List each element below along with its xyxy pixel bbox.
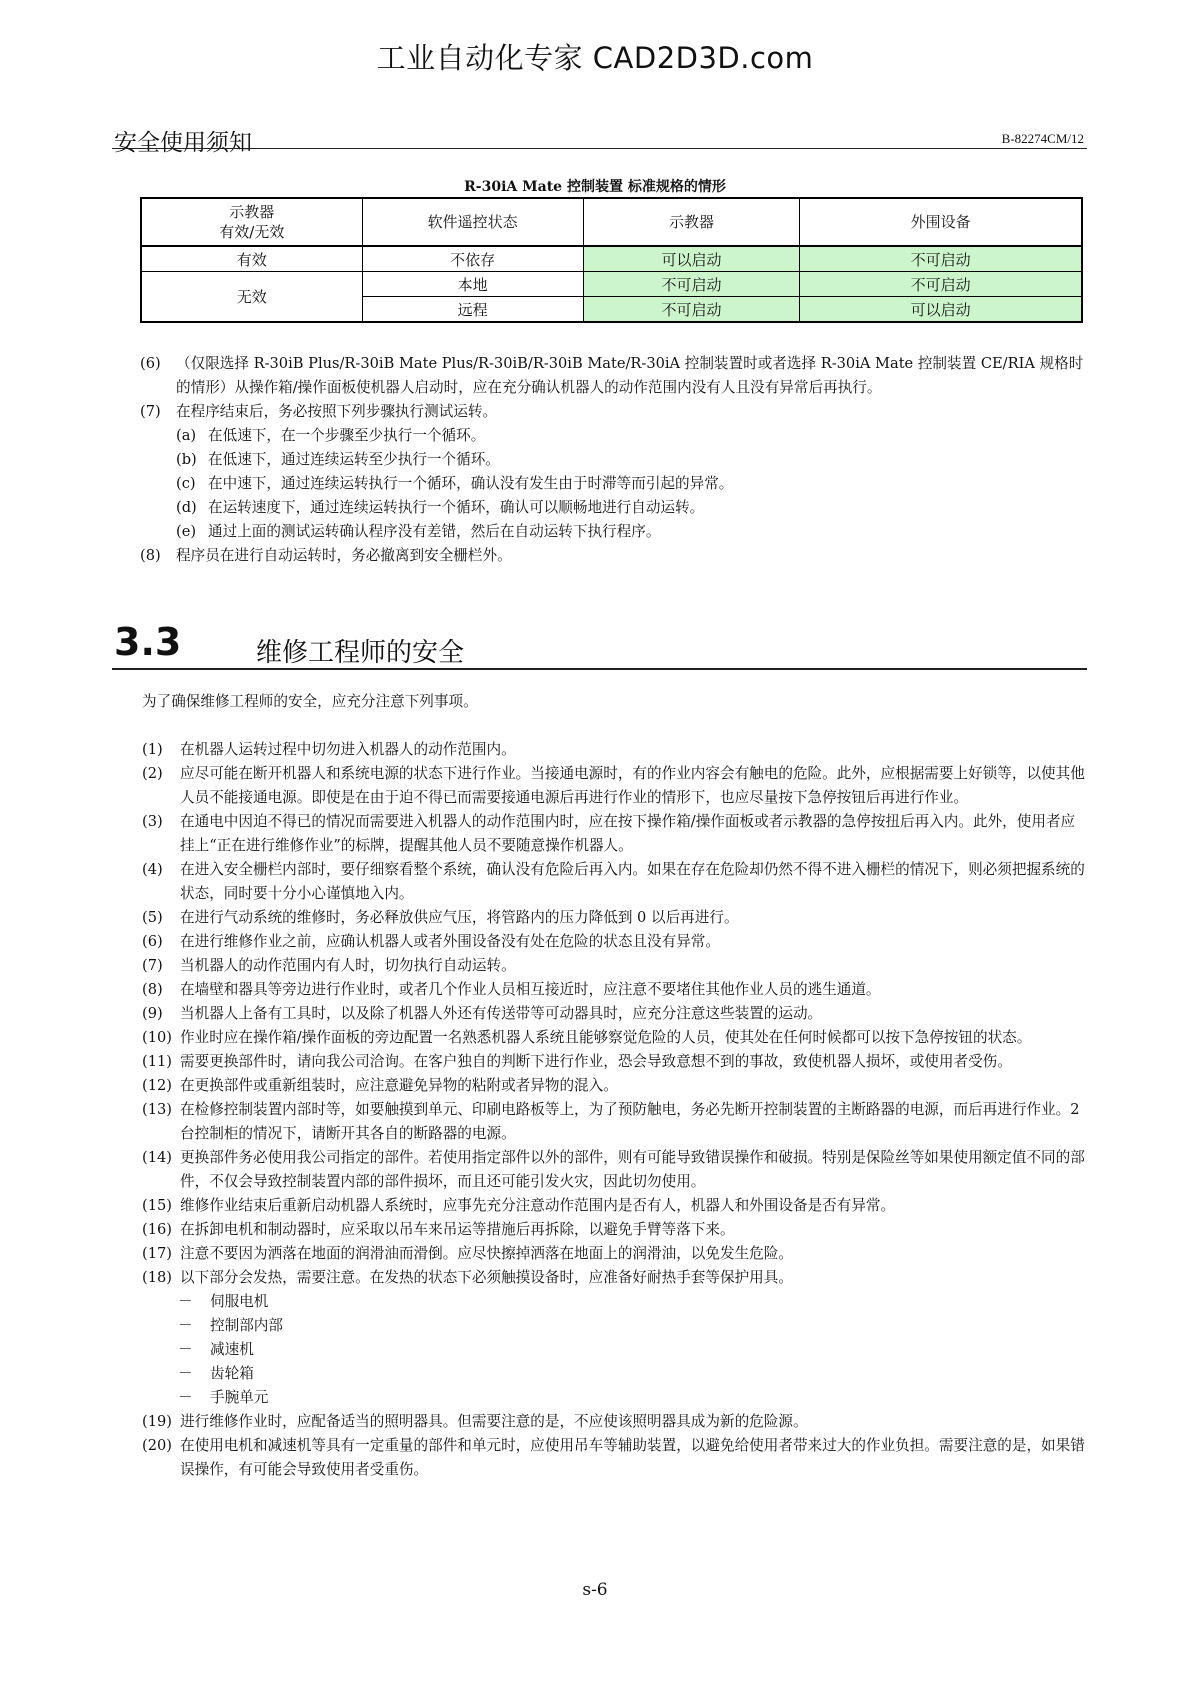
item-text: 在低速下，通过连续运转至少执行一个循环。 <box>208 451 500 468</box>
dash-bullet: － <box>178 1341 193 1358</box>
list-item <box>142 1146 1085 1194</box>
table-cell: 无效 <box>141 272 362 323</box>
list-item <box>142 1194 1085 1218</box>
table-row <box>141 246 1082 272</box>
list-item <box>142 930 1085 954</box>
item-number: (20) <box>142 1437 172 1454</box>
item-text: 在墙壁和器具等旁边进行作业时，或者几个作业人员相互接近时，应注意不要堵住其他作业人员的逃生通道。 <box>180 981 881 998</box>
item-number: (8) <box>142 981 163 998</box>
item-text: 进行维修作业时，应配备适当的照明器具。但需要注意的是，不应使该照明器具成为新的危险源。 <box>180 1413 808 1430</box>
item-text: 控制部内部 <box>210 1317 283 1334</box>
item-text: 当机器人上备有工具时，以及除了机器人外还有传送带等可动器具时，应充分注意这些装置的运动。 <box>180 1005 823 1022</box>
section-intro: 为了确保维修工程师的安全，应充分注意下列事项。 <box>142 693 478 710</box>
dash-bullet: － <box>178 1365 193 1382</box>
list-item <box>142 1074 1085 1098</box>
item-number: (5) <box>142 909 163 926</box>
sub-item <box>140 520 1085 544</box>
doc-number: B-82274CM/12 <box>1001 131 1084 146</box>
item-number: (e) <box>176 523 197 540</box>
section-number: 3.3 <box>114 620 182 664</box>
dash-item <box>142 1290 1085 1314</box>
list-item <box>142 1410 1085 1434</box>
section-rule <box>112 668 1087 670</box>
item-text: 在进行气动系统的维修时，务必释放供应气压，将管路内的压力降低到 0 以后再进行。 <box>180 909 739 926</box>
list-item <box>142 1434 1085 1482</box>
col-header-teach-pendant: 示教器 <box>583 198 799 246</box>
item-number: (6) <box>140 355 161 372</box>
item-text: 在拆卸电机和制动器时，应采取以吊车来吊运等措施后再拆除，以避免手臂等落下来。 <box>180 1221 735 1238</box>
item-text: 在低速下，在一个步骤至少执行一个循环。 <box>208 427 486 444</box>
item-number: (15) <box>142 1197 172 1214</box>
list-item <box>142 978 1085 1002</box>
item-number: (9) <box>142 1005 163 1022</box>
list-item <box>142 738 1085 762</box>
list-item <box>142 954 1085 978</box>
item-number: (1) <box>142 741 163 758</box>
maintenance-list <box>142 738 1085 1482</box>
table-cell: 不可启动 <box>583 297 799 323</box>
item-number: (19) <box>142 1413 172 1430</box>
list-item <box>142 1266 1085 1290</box>
item-number: (c) <box>176 475 196 492</box>
dash-item <box>142 1386 1085 1410</box>
dash-bullet: － <box>178 1389 193 1406</box>
item-text: 在更换部件或重新组装时，应注意避免异物的粘附或者异物的混入。 <box>180 1077 618 1094</box>
list-item <box>142 1218 1085 1242</box>
dash-item <box>142 1314 1085 1338</box>
table-cell: 不依存 <box>362 246 583 272</box>
item-number: (13) <box>142 1101 172 1118</box>
list-item <box>142 810 1085 858</box>
list-item <box>142 858 1085 906</box>
spec-table <box>140 197 1083 323</box>
item-text: 在使用电机和减速机等具有一定重量的部件和单元时，应使用吊车等辅助装置，以避免给使用者带来过大的作业负担。需要注意的是，如果错误操作，有可能会导致使用者受重伤。 <box>180 1437 1085 1478</box>
sub-item <box>140 472 1085 496</box>
header-rule <box>112 148 1087 149</box>
item-text: 注意不要因为洒落在地面的润滑油而滑倒。应尽快擦掉洒落在地面上的润滑油，以免发生危险。 <box>180 1245 793 1262</box>
item-text: 维修作业结束后重新启动机器人系统时，应事先充分注意动作范围内是否有人，机器人和外围设备是否有异常。 <box>180 1197 896 1214</box>
col-header-remote-state: 软件遥控状态 <box>362 198 583 246</box>
table-cell: 不可启动 <box>800 246 1082 272</box>
section-title: 维修工程师的安全 <box>256 638 465 668</box>
item-number: (a) <box>176 427 197 444</box>
table-cell: 有效 <box>141 246 362 272</box>
list-item <box>142 762 1085 810</box>
dash-item <box>142 1338 1085 1362</box>
page-number: s-6 <box>582 1580 608 1600</box>
item-text: 在进入安全栅栏内部时，要仔细察看整个系统，确认没有危险后再入内。如果在存在危险却仍然不得不进入栅栏的情况下，则必须把握系统的状态，同时要十分小心谨慎地入内。 <box>180 861 1085 902</box>
item-text: 齿轮箱 <box>210 1365 254 1382</box>
watermark-text: 工业自动化专家 CAD2D3D.com <box>376 41 814 75</box>
item-text: 当机器人的动作范围内有人时，切勿执行自动运转。 <box>180 957 516 974</box>
item-number: (18) <box>142 1269 172 1286</box>
table-cell: 可以启动 <box>800 297 1082 323</box>
item-text: 减速机 <box>210 1341 254 1358</box>
item-text: 手腕单元 <box>210 1389 269 1406</box>
list-item <box>142 1050 1085 1074</box>
item-number: (b) <box>176 451 197 468</box>
sub-item <box>140 496 1085 520</box>
item-text: 伺服电机 <box>210 1293 269 1310</box>
col-header-teach-pendant-enable <box>141 198 362 246</box>
item-number: (17) <box>142 1245 172 1262</box>
item-text: 在通电中因迫不得已的情况而需要进入机器人的动作范围内时，应在按下操作箱/操作面板或者示教器的急停按扭后再入内。此外，使用者应挂上“正在进行维修作业”的标牌，提醒其他人员不要随意操作机器人。 <box>180 813 1076 854</box>
item-number: (7) <box>140 403 161 420</box>
table-cell: 不可启动 <box>583 272 799 297</box>
item-number: (3) <box>142 813 163 830</box>
item-text: 在进行维修作业之前，应确认机器人或者外围设备没有处在危险的状态且没有异常。 <box>180 933 720 950</box>
list-item <box>140 352 1085 400</box>
list-item <box>142 1242 1085 1266</box>
item-number: (d) <box>176 499 197 516</box>
item-number: (2) <box>142 765 163 782</box>
item-number: (14) <box>142 1149 172 1166</box>
list-item <box>142 1026 1085 1050</box>
list-item <box>142 1002 1085 1026</box>
col-header-peripheral: 外围设备 <box>800 198 1082 246</box>
dash-bullet: － <box>178 1317 193 1334</box>
sub-item <box>140 448 1085 472</box>
item-number: (7) <box>142 957 163 974</box>
item-text: 在运转速度下，通过连续运转执行一个循环，确认可以顺畅地进行自动运转。 <box>208 499 705 516</box>
list-item <box>140 400 1085 424</box>
item-text: 通过上面的测试运转确认程序没有差错，然后在自动运转下执行程序。 <box>208 523 661 540</box>
item-number: (11) <box>142 1053 172 1070</box>
operation-list <box>140 352 1085 568</box>
table-row <box>141 272 1082 297</box>
item-number: (6) <box>142 933 163 950</box>
table-cell: 可以启动 <box>583 246 799 272</box>
sub-item <box>140 424 1085 448</box>
item-text: （仅限选择 R-30iB Plus/R-30iB Mate Plus/R-30iB/R-30iB Mate/R-30iA 控制装置时或者选择 R-30iA Mate 控制装置 CE/RIA 规格时的情形）从操作箱/操作面板使机器人启动时，应在充分确认机器人的动作范围内没有人且没有异常后再执行。 <box>176 355 1084 396</box>
table-cell: 本地 <box>362 272 583 297</box>
table-cell: 不可启动 <box>800 272 1082 297</box>
item-text: 更换部件务必使用我公司指定的部件。若使用指定部件以外的部件，则有可能导致错误操作和破损。特别是保险丝等如果使用额定值不同的部件，不仅会导致控制装置内部的部件损坏，而且还可能引发火灾，因此切勿使用。 <box>180 1149 1085 1190</box>
item-text: 程序员在进行自动运转时，务必撤离到安全栅栏外。 <box>176 547 512 564</box>
item-text: 应尽可能在断开机器人和系统电源的状态下进行作业。当接通电源时，有的作业内容会有触电的危险。此外，应根据需要上好锁等，以使其他人员不能接通电源。即使是在由于迫不得已而需要接通电源后再进行作业的情形下，也应尽量按下急停按钮后再进行作业。 <box>180 765 1085 806</box>
list-item <box>142 906 1085 930</box>
item-text: 需要更换部件时，请向我公司洽询。在客户独自的判断下进行作业，恐会导致意想不到的事故，致使机器人损坏，或使用者受伤。 <box>180 1053 1012 1070</box>
item-number: (10) <box>142 1029 172 1046</box>
dash-bullet: － <box>178 1293 193 1310</box>
list-item <box>140 544 1085 568</box>
item-number: (16) <box>142 1221 172 1238</box>
item-text: 以下部分会发热，需要注意。在发热的状态下必须触摸设备时，应准备好耐热手套等保护用具。 <box>180 1269 793 1286</box>
item-text: 作业时应在操作箱/操作面板的旁边配置一名熟悉机器人系统且能够察觉危险的人员，使其处在任何时候都可以按下急停按钮的状态。 <box>180 1029 1032 1046</box>
item-text: 在中速下，通过连续运转执行一个循环，确认没有发生由于时滞等而引起的异常。 <box>208 475 734 492</box>
header-text: 示教器 有效/无效 <box>219 203 285 241</box>
item-number: (8) <box>140 547 161 564</box>
table-title: R-30iA Mate 控制装置 标准规格的情形 <box>464 179 726 195</box>
item-text: 在程序结束后，务必按照下列步骤执行测试运转。 <box>176 403 498 420</box>
header-title: 安全使用须知 <box>114 130 252 156</box>
item-text: 在机器人运转过程中切勿进入机器人的动作范围内。 <box>180 741 516 758</box>
item-number: (12) <box>142 1077 172 1094</box>
item-text: 在检修控制装置内部时等，如要触摸到单元、印刷电路板等上，为了预防触电，务必先断开控制装置的主断路器的电源，而后再进行作业。2 台控制柜的情况下，请断开其各自的断路器的电源。 <box>180 1101 1080 1142</box>
item-number: (4) <box>142 861 163 878</box>
list-item <box>142 1098 1085 1146</box>
table-cell: 远程 <box>362 297 583 323</box>
dash-item <box>142 1362 1085 1386</box>
